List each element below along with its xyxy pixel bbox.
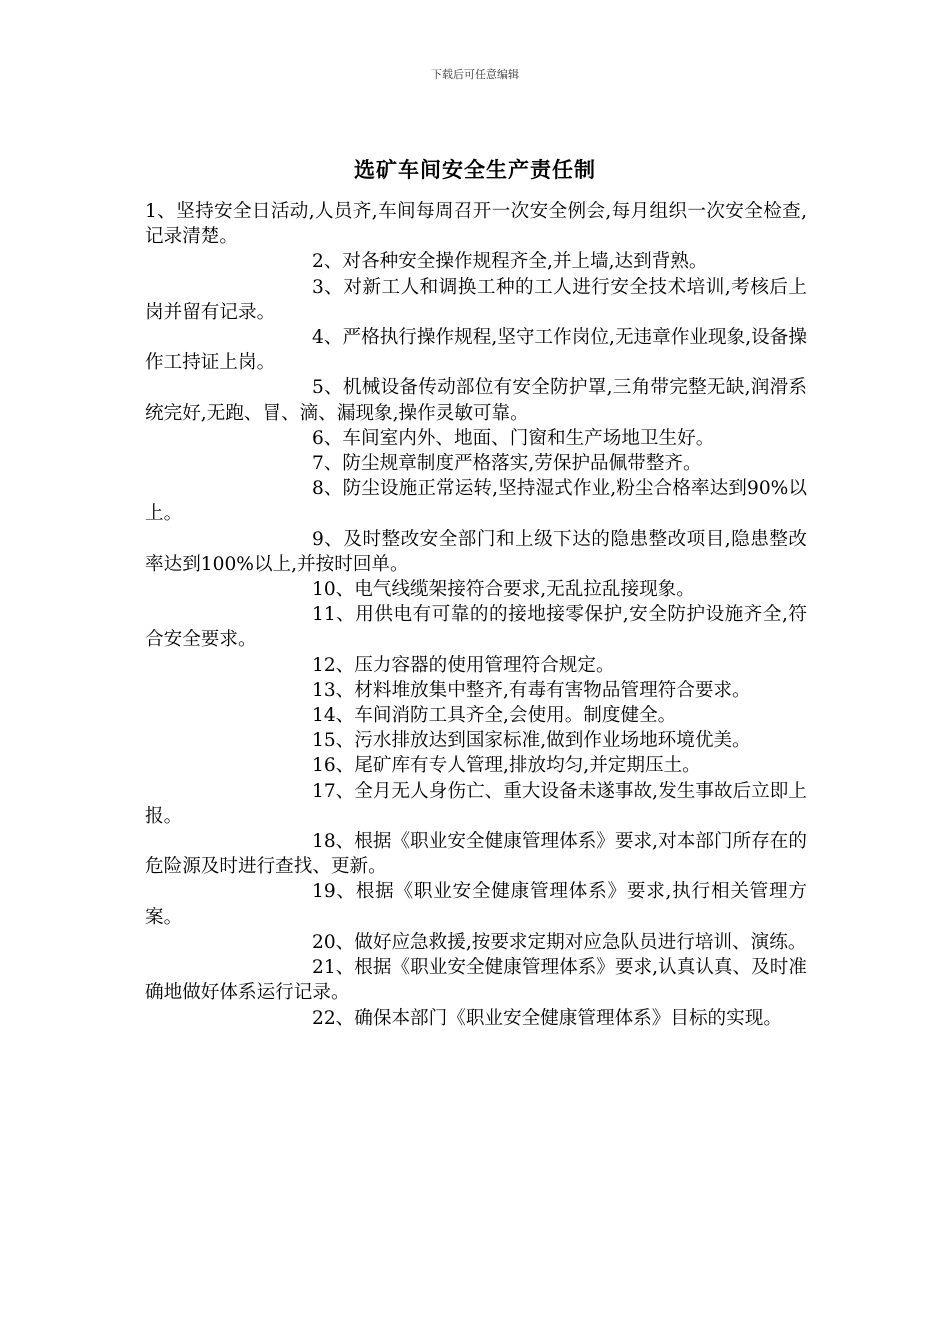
document-body	[145, 199, 807, 1031]
clause-17: 17、全月无人身伤亡、重大设备未遂事故,发生事故后立即上报。	[145, 780, 807, 827]
clause-3: 3、对新工人和调换工种的工人进行安全技术培训,考核后上岗并留有记录。	[145, 276, 807, 323]
clause-18: 18、根据《职业安全健康管理体系》要求,对本部门所存在的危险源及时进行查找、更新。	[145, 831, 807, 878]
clause-16: 16、尾矿库有专人管理,排放均匀,并定期压土。	[312, 755, 701, 777]
clause-19: 19、根据《职业安全健康管理体系》要求,执行相关管理方案。	[145, 881, 807, 928]
clause-15: 15、污水排放达到国家标准,做到作业场地环境优美。	[312, 730, 751, 752]
header-note: 下载后可任意编辑	[431, 68, 519, 81]
clause-8: 8、防尘设施正常运转,坚持湿式作业,粉尘合格率达到90%以上。	[145, 478, 807, 525]
document-title: 选矿车间安全生产责任制	[354, 157, 596, 182]
clause-22: 22、确保本部门《职业安全健康管理体系》目标的实现。	[312, 1007, 782, 1029]
clause-14: 14、车间消防工具齐全,会使用。制度健全。	[312, 705, 677, 727]
clause-1: 1、坚持安全日活动,人员齐,车间每周召开一次安全例会,每月组织一次安全检查,记录清楚。	[145, 201, 807, 248]
clause-2: 2、对各种安全操作规程齐全,并上墙,达到背熟。	[312, 251, 708, 273]
clause-6: 6、车间室内外、地面、门窗和生产场地卫生好。	[312, 427, 715, 449]
clause-9: 9、及时整改安全部门和上级下达的隐患整改项目,隐患整改率达到100%以上,并按时回单。	[145, 528, 807, 575]
clause-11: 11、用供电有可靠的的接地接零保护,安全防护设施齐全,符合安全要求。	[145, 604, 807, 651]
clause-20: 20、做好应急救援,按要求定期对应急队员进行培训、演练。	[312, 931, 807, 953]
clause-4: 4、严格执行操作规程,坚守工作岗位,无违章作业现象,设备操作工持证上岗。	[145, 327, 807, 374]
clause-12: 12、压力容器的使用管理符合规定。	[312, 654, 615, 676]
clause-5: 5、机械设备传动部位有安全防护罩,三角带完整无缺,润滑系统完好,无跑、冒、滴、漏现象,操作灵敏可靠。	[145, 377, 807, 424]
clause-7: 7、防尘规章制度严格落实,劳保护品佩带整齐。	[312, 453, 702, 475]
clause-13: 13、材料堆放集中整齐,有毒有害物品管理符合要求。	[312, 679, 751, 701]
clause-10: 10、电气线缆架接符合要求,无乱拉乱接现象。	[312, 579, 695, 601]
clause-21: 21、根据《职业安全健康管理体系》要求,认真认真、及时准确地做好体系运行记录。	[145, 957, 807, 1004]
